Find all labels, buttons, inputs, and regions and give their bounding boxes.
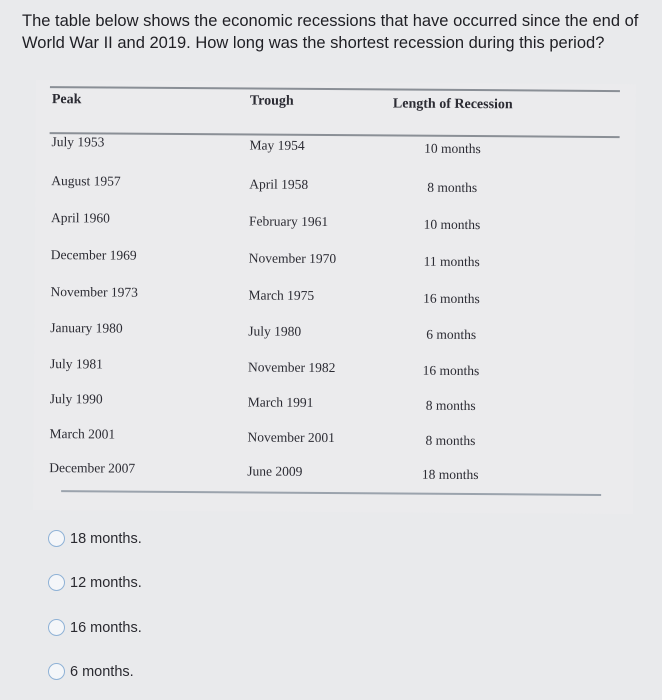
- cell-length: 6 months: [426, 326, 477, 343]
- cell-trough: July 1980: [248, 323, 302, 339]
- header-peak: Peak: [51, 92, 82, 108]
- cell-length: 16 months: [422, 362, 480, 379]
- radio-button-icon[interactable]: [48, 574, 65, 591]
- cell-trough: February 1961: [248, 213, 329, 230]
- option-16-months[interactable]: [48, 619, 142, 636]
- option-label: 6 months.: [70, 663, 134, 680]
- table-top-rule: [50, 86, 620, 92]
- question-text: [22, 10, 652, 54]
- cell-peak: January 1980: [50, 320, 123, 336]
- option-6-months[interactable]: [48, 663, 134, 680]
- cell-length: 10 months: [424, 140, 481, 157]
- option-12-months[interactable]: [48, 574, 142, 591]
- cell-length: 8 months: [425, 397, 476, 414]
- recession-table: [33, 80, 636, 514]
- cell-peak: July 1953: [51, 134, 105, 150]
- radio-button-icon[interactable]: [48, 619, 65, 636]
- option-18-months[interactable]: [48, 530, 142, 547]
- cell-peak: July 1990: [49, 391, 103, 407]
- cell-trough: April 1958: [249, 176, 309, 192]
- option-label: 12 months.: [70, 574, 142, 591]
- cell-trough: March 1975: [248, 287, 315, 303]
- cell-length: 11 months: [423, 253, 480, 270]
- cell-length: 10 months: [423, 216, 481, 233]
- option-label: 18 months.: [70, 530, 142, 547]
- cell-length: 18 months: [421, 466, 479, 483]
- cell-peak: July 1981: [49, 356, 103, 372]
- cell-trough: November 2001: [247, 429, 335, 446]
- cell-length: 16 months: [423, 290, 480, 307]
- radio-button-icon[interactable]: [48, 663, 65, 680]
- header-length: Length of Recession: [392, 96, 513, 113]
- cell-peak: December 1969: [50, 247, 137, 263]
- cell-peak: March 2001: [49, 426, 116, 442]
- table-bottom-rule: [61, 490, 601, 495]
- question-line-2: World War II and 2019. How long was the shortest recession during this period?: [22, 34, 605, 52]
- question-line-1: The table below shows the economic recessions that have occurred since the end of: [22, 12, 639, 30]
- radio-button-icon[interactable]: [48, 530, 65, 547]
- cell-length: 8 months: [427, 179, 478, 196]
- cell-trough: November 1970: [248, 250, 337, 267]
- cell-peak: December 2007: [49, 460, 136, 476]
- cell-trough: November 1982: [247, 359, 336, 376]
- cell-trough: March 1991: [247, 394, 314, 410]
- cell-trough: June 2009: [247, 463, 303, 479]
- cell-peak: August 1957: [51, 173, 121, 189]
- table-header-rule: [50, 132, 620, 137]
- cell-peak: November 1973: [50, 284, 138, 300]
- option-label: 16 months.: [70, 619, 142, 636]
- cell-peak: April 1960: [50, 210, 110, 226]
- cell-length: 8 months: [425, 432, 476, 449]
- header-trough: Trough: [249, 93, 294, 109]
- cell-trough: May 1954: [249, 137, 305, 153]
